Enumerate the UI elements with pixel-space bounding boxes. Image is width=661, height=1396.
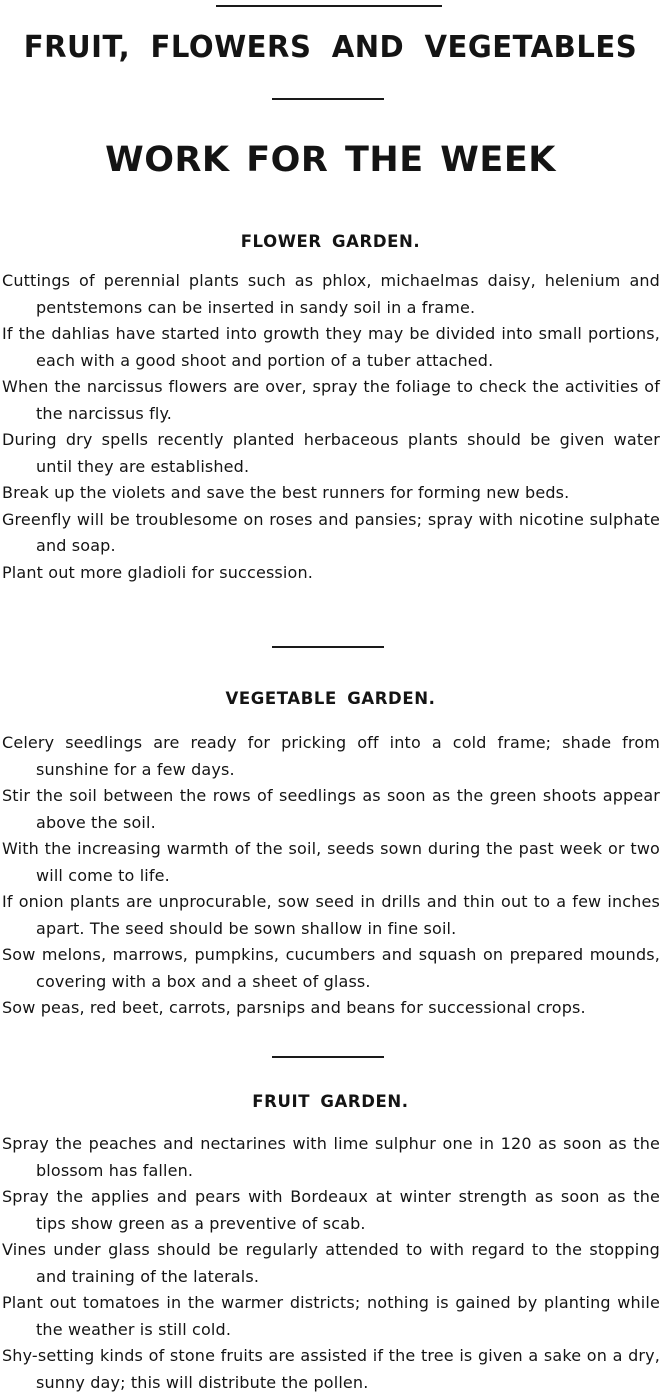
list-item: Plant out tomatoes in the warmer districts; nothing is gained by planting while the weather is still cold. xyxy=(2,1293,660,1339)
list-item: Shy-setting kinds of stone fruits are assisted if the tree is given a sake on a dry, sunny day; this will distribute the pollen. xyxy=(2,1346,660,1392)
list-item: Vines under glass should be regularly attended to with regard to the stopping and training of the laterals. xyxy=(2,1240,660,1286)
list-item: When the narcissus flowers are over, spray the foliage to check the activities of the narcissus fly. xyxy=(2,377,660,423)
list-item: Sow melons, marrows, pumpkins, cucumbers and squash on prepared mounds, covering with a box and a sheet of glass. xyxy=(2,945,660,991)
list-item: With the increasing warmth of the soil, seeds sown during the past week or two will come to life. xyxy=(2,839,660,885)
flower-garden-list xyxy=(2,268,660,586)
list-item: Stir the soil between the rows of seedlings as soon as the green shoots appear above the soil. xyxy=(2,786,660,832)
list-item: Celery seedlings are ready for pricking off into a cold frame; shade from sunshine for a few days. xyxy=(2,733,660,779)
list-item: Spray the peaches and nectarines with lime sulphur one in 120 as soon as the blossom has fallen. xyxy=(2,1134,660,1180)
list-item: Spray the applies and pears with Bordeaux at winter strength as soon as the tips show green as a preventive of scab. xyxy=(2,1187,660,1233)
list-item: Plant out more gladioli for succession. xyxy=(2,562,313,582)
section-divider xyxy=(272,646,384,648)
section-heading-vegetable-garden: VEGETABLE GARDEN. xyxy=(225,689,436,708)
list-item: During dry spells recently planted herbaceous plants should be given water until they are established. xyxy=(2,430,660,476)
page-title: FRUIT, FLOWERS AND VEGETABLES xyxy=(23,30,638,65)
vegetable-garden-list xyxy=(2,730,660,1022)
list-item: Sow peas, red beet, carrots, parsnips and beans for successional crops. xyxy=(2,998,586,1017)
list-item: If the dahlias have started into growth they may be divided into small portions, each with a good shoot and portion of a tuber attached. xyxy=(2,324,660,370)
section-divider xyxy=(272,1056,384,1058)
section-heading-fruit-garden: FRUIT GARDEN. xyxy=(252,1092,409,1111)
list-item: Break up the violets and save the best runners for forming new beds. xyxy=(2,483,570,502)
section-heading-flower-garden: FLOWER GARDEN. xyxy=(240,232,421,251)
page-subtitle: WORK FOR THE WEEK xyxy=(105,140,556,180)
list-item: Greenfly will be troublesome on roses and pansies; spray with nicotine sulphate and soap. xyxy=(2,509,660,555)
title-divider xyxy=(272,98,384,100)
list-item: Cuttings of perennial plants such as phlox, michaelmas daisy, helenium and pentstemons can be inserted in sandy soil in a frame. xyxy=(2,271,660,317)
top-rule xyxy=(216,5,442,7)
list-item: If onion plants are unprocurable, sow seed in drills and thin out to a few inches apart. The seed should be sown shallow in fine soil. xyxy=(2,892,660,938)
fruit-garden-list xyxy=(2,1131,660,1396)
